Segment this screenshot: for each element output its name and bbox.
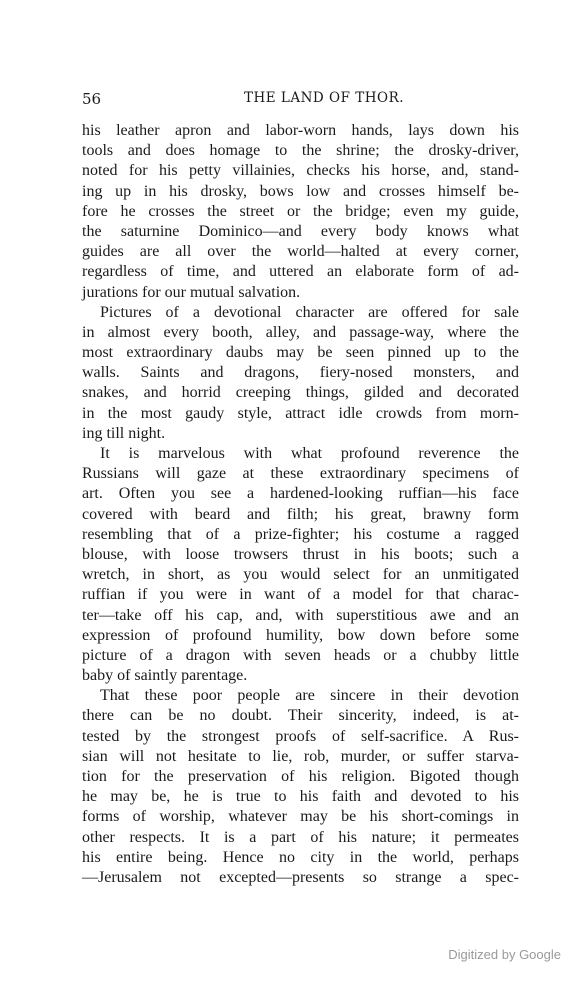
text-line: his entire being. Hence no city in the world, perhaps [82, 848, 519, 866]
text-line: other respects. It is a part of his nature; it permeates [82, 828, 519, 846]
paragraph-start-line: It is marvelous with what profound reverence the [100, 445, 519, 462]
text-line: ter—take off his cap, and, with superstitious awe and an [82, 606, 519, 624]
text-line: expression of profound humility, bow down before some [82, 626, 519, 644]
paragraph-start-line: That these poor people are sincere in their devotion [100, 687, 519, 705]
text-line: wretch, in short, as you would select for an unmitigated [82, 566, 519, 584]
text-line: jurations for our mutual salvation. [82, 283, 301, 301]
text-line: baby of saintly parentage. [82, 667, 248, 685]
text-line: forms of worship, whatever may be his short-comings in [82, 808, 519, 826]
running-head: THE LAND OF THOR. [243, 90, 405, 106]
text-line: his leather apron and labor-worn hands, lays down his [82, 122, 519, 139]
text-line: the saturnine Dominico—and every body knows what [82, 222, 519, 240]
text-line: in almost every booth, alley, and passage-way, where the [82, 323, 519, 341]
text-line: there can be no doubt. Their sincerity, indeed, is at- [82, 707, 519, 725]
text-line: he may be, he is true to his faith and devoted to his [82, 788, 519, 806]
text-line: tested by the strongest proofs of self-sacrifice. A Rus- [82, 727, 519, 745]
text-line: noted for his petty villainies, checks his horse, and, stand- [82, 162, 519, 180]
text-line: guides are all over the world—halted at every corner, [82, 243, 519, 261]
text-line: fore he crosses the street or the bridge; even my guide, [82, 202, 519, 220]
text-line: ruffian if you were in want of a model for that charac- [82, 586, 519, 604]
text-line: sian will not hesitate to lie, rob, murder, or suffer starva- [82, 747, 519, 765]
text-line: —Jerusalem not excepted—presents so strange a spec- [82, 868, 519, 886]
text-line: snakes, and horrid creeping things, gilded and decorated [82, 384, 519, 402]
page-number: 56 [82, 90, 102, 108]
text-line: art. Often you see a hardened-looking ruffian—his face [82, 485, 519, 503]
text-line: regardless of time, and uttered an elaborate form of ad- [82, 263, 519, 281]
text-line: picture of a dragon with seven heads or a chubby little [82, 646, 519, 664]
paragraph-start-line: Pictures of a devotional character are offered for sale [100, 303, 519, 321]
text-line: tion for the preservation of his religion. Bigoted though [82, 768, 519, 785]
text-line: in the most gaudy style, attract idle crowds from morn- [82, 404, 519, 422]
page-header [82, 90, 518, 110]
body-text [82, 121, 519, 888]
text-line: ing till night. [82, 424, 166, 442]
text-line: Russians will gaze at these extraordinary specimens of [82, 465, 519, 483]
digitization-watermark: Digitized by Google [448, 947, 561, 962]
text-line: covered with beard and filth; his great, brawny form [82, 505, 519, 523]
text-line: most extraordinary daubs may be seen pinned up to the [82, 344, 519, 362]
text-line: resembling that of a prize-fighter; his costume a ragged [82, 525, 519, 543]
text-line: blouse, with loose trowsers thrust in his boots; such a [82, 545, 519, 563]
text-line: walls. Saints and dragons, fiery-nosed monsters, and [82, 364, 519, 382]
text-line: ing up in his drosky, bows low and crosses himself be- [82, 182, 519, 200]
text-line: tools and does homage to the shrine; the drosky-driver, [82, 142, 519, 160]
